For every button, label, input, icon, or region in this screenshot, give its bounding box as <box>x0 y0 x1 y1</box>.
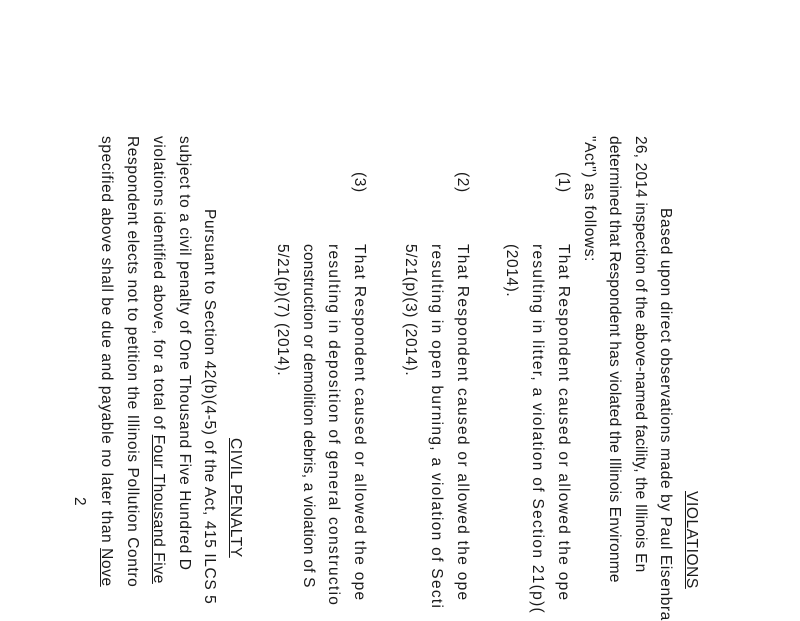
civil-penalty-heading: CIVIL PENALTY <box>227 438 244 558</box>
paragraph-line: 26, 2014 inspection of the above-named facility, the Illinois En <box>632 136 649 573</box>
item-line: 5/21(p)(7) (2014). <box>274 244 291 377</box>
item-line: 5/21(p)(3) (2014). <box>402 244 419 377</box>
paragraph-line: "Act") as follows: <box>581 136 598 263</box>
item-line: That Respondent caused or allowed the ope <box>454 244 471 602</box>
item-line: resulting in open burning, a violation of Secti <box>428 244 445 610</box>
item-line: (2014). <box>503 244 520 298</box>
penalty-line: Respondent elects not to petition the Illinois Pollution Contro <box>124 136 141 588</box>
item-number: (3) <box>351 172 368 193</box>
paragraph-line: Based upon direct observations made by Paul Eisenbra <box>657 208 674 621</box>
item-line: resulting in litter, a violation of Section 21(p)( <box>529 244 546 614</box>
penalty-line: Pursuant to Section 42(b)(4-5) of the Act, 415 ILCS 5 <box>201 209 218 605</box>
paragraph-line: determined that Respondent has violated the Illinois Environme <box>606 136 623 583</box>
item-line: That Respondent caused or allowed the ope <box>555 244 572 602</box>
item-line: construction or demolition debris, a violation of S <box>300 244 317 588</box>
item-line: resulting in deposition of general constructio <box>325 244 342 607</box>
item-number: (1) <box>555 172 572 193</box>
item-number: (2) <box>454 172 471 193</box>
violations-heading: VIOLATIONS <box>683 491 700 589</box>
penalty-line: subject to a civil penalty of One Thousand Five Hundred D <box>176 136 193 571</box>
item-line: That Respondent caused or allowed the ope <box>351 244 368 602</box>
penalty-line: violations identified above, for a total of Four Thousand Five <box>150 136 167 584</box>
penalty-line: specified above shall be due and payable no later than Nove <box>98 136 115 587</box>
page-number: 2 <box>71 497 88 507</box>
